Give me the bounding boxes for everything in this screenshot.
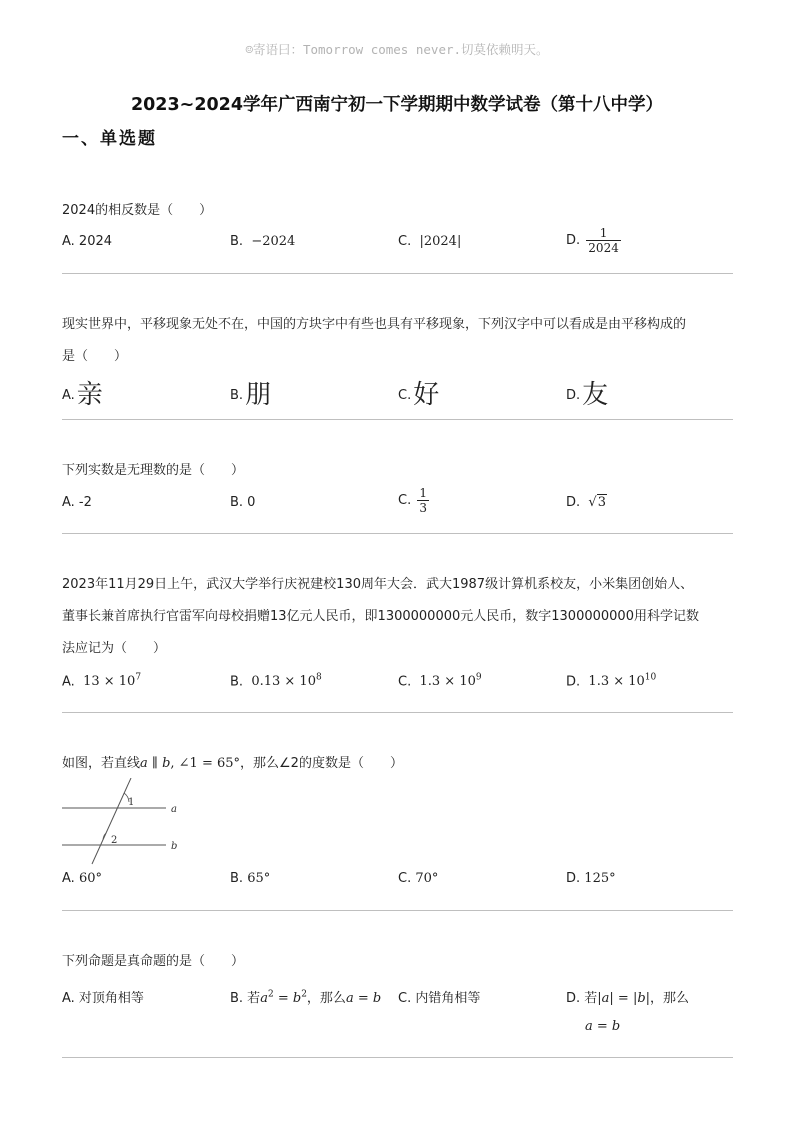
option-label: C. (398, 388, 412, 403)
math-symbol: = (273, 991, 293, 1006)
option-label: B. (230, 234, 244, 249)
option-character: 亲 (76, 380, 103, 410)
question-4-stem (62, 569, 738, 665)
question-2-option-d[interactable] (566, 374, 608, 411)
option-character: 友 (582, 380, 609, 410)
math-expr: a = b (345, 991, 382, 1006)
question-1-option-d[interactable] (566, 226, 621, 255)
question-5-option-a[interactable] (62, 871, 102, 886)
stem-text: 如图，若直线 (62, 756, 141, 771)
divider (62, 533, 733, 534)
option-text: ，那么 (650, 991, 690, 1006)
base: 13 × 10 (83, 674, 136, 690)
exponent: 7 (135, 673, 142, 683)
option-text: A. 对顶角相等 (62, 991, 144, 1006)
question-5-stem (62, 748, 738, 780)
option-text: A. 2024 (62, 234, 113, 249)
option-label: A. (62, 388, 75, 403)
option-label: C. (398, 234, 412, 249)
question-3-stem: 下列实数是无理数的是（ ） (62, 463, 245, 478)
stem-text: ，那么∠2的度数是（ ） (240, 756, 403, 771)
question-6-stem: 下列命题是真命题的是（ ） (62, 954, 245, 969)
option-label: B. (230, 674, 244, 690)
option-label: D. (566, 871, 581, 886)
option-label: C. (398, 674, 412, 690)
option-math: 60° (78, 871, 102, 886)
option-label: D. (566, 674, 581, 690)
base: 1.3 × 10 (588, 674, 645, 690)
stem-line: 现实世界中，平移现象无处不在，中国的方块字中有些也具有平移现象，下列汉字中可以看成是由平移构成的 (62, 317, 687, 332)
option-math: −2024 (251, 234, 296, 249)
question-6-option-b[interactable] (230, 987, 381, 1006)
divider (62, 910, 733, 911)
fraction-numerator: 1 (419, 486, 427, 500)
fraction (586, 226, 621, 255)
question-2-option-b[interactable] (230, 374, 271, 411)
option-math (83, 674, 141, 689)
question-6-option-d-line2 (585, 1019, 620, 1034)
option-text: ，那么 (306, 991, 346, 1006)
question-6-option-c[interactable] (398, 987, 480, 1006)
math-var: a (260, 991, 268, 1006)
exponent: 2 (267, 989, 274, 1000)
math-var: a (140, 756, 148, 771)
math-expr: |a| = |b| (597, 991, 651, 1006)
exponent: 8 (315, 673, 322, 683)
angle-1-label: 1 (128, 797, 135, 808)
divider (62, 1057, 733, 1058)
exponent: 2 (301, 989, 307, 1000)
parallel-lines-figure (62, 778, 192, 866)
transversal-line (92, 778, 131, 864)
math-var: b (292, 991, 302, 1006)
exponent: 10 (644, 673, 657, 683)
question-1-option-a[interactable] (62, 234, 112, 249)
option-math: 70° (415, 871, 439, 886)
option-label: C. (398, 493, 412, 508)
option-math (588, 674, 656, 689)
option-math: |2024| (419, 234, 462, 249)
stem-line: 董事长兼首席执行官雷军向母校捐赠13亿元人民币，即1300000000元人民币，数字1300000000用科学记数 (62, 609, 699, 624)
divider (62, 419, 733, 420)
question-5-option-d[interactable] (566, 871, 616, 886)
question-1-stem: 2024的相反数是（ ） (62, 203, 213, 218)
option-label: D. (566, 233, 581, 248)
question-6-option-d[interactable] (566, 987, 689, 1006)
option-math (251, 674, 321, 689)
option-text: C. 内错角相等 (398, 991, 481, 1006)
option-math: 65° (247, 871, 271, 886)
base: 1.3 × 10 (419, 674, 476, 690)
option-math: 125° (584, 871, 616, 886)
stem-line: 是（ ） (62, 349, 128, 364)
fraction-denominator: 3 (419, 501, 427, 515)
stem-line: 法应记为（ ） (62, 641, 167, 656)
option-label: C. (398, 871, 412, 886)
option-text: B. 若 (230, 991, 261, 1006)
stem-line: 2023年11月29日上午，武汉大学举行庆祝建校130周年大会．武大1987级计算机系校友，小米集团创始人、 (62, 577, 694, 592)
question-3-option-a[interactable] (62, 495, 92, 510)
line-a-label: a (171, 804, 177, 815)
math-expr: , ∠1 = 65° (170, 756, 241, 771)
base: 0.13 × 10 (251, 674, 316, 690)
question-4-option-a[interactable] (62, 673, 141, 689)
angle-2-label: 2 (111, 835, 118, 846)
fraction-numerator: 1 (599, 226, 608, 240)
motto-watermark: ☺寄语曰：Tomorrow comes never.切莫依赖明天。 (245, 42, 549, 57)
question-3-option-b[interactable] (230, 495, 255, 510)
question-3-option-c[interactable] (398, 486, 429, 515)
option-text: B. 0 (230, 495, 256, 510)
question-2-stem (62, 309, 738, 373)
divider (62, 712, 733, 713)
option-character: 好 (413, 380, 440, 410)
question-4-option-b[interactable] (230, 673, 322, 689)
question-2-option-c[interactable] (398, 374, 439, 411)
math-var: b (162, 756, 171, 771)
page-title: 2023~2024学年广西南宁初一下学期期中数学试卷（第十八中学） (130, 95, 664, 115)
option-label: A. (62, 871, 75, 886)
question-2-option-a[interactable] (62, 374, 103, 411)
option-label: B. (230, 871, 244, 886)
question-1-option-c[interactable] (398, 234, 461, 249)
option-label: D. (566, 495, 581, 510)
option-character: 朋 (245, 380, 272, 410)
radicand: 3 (597, 495, 606, 510)
fraction (417, 486, 429, 515)
option-label: B. (230, 388, 244, 403)
question-1-option-b[interactable] (230, 234, 295, 249)
option-text: A. -2 (62, 495, 92, 510)
question-5-option-b[interactable] (230, 871, 270, 886)
question-4-option-c[interactable] (398, 673, 482, 689)
exponent: 9 (475, 673, 482, 683)
option-label: A. (62, 674, 75, 690)
divider (62, 273, 733, 274)
question-6-option-a[interactable] (62, 987, 144, 1006)
option-math (419, 674, 481, 689)
question-5-option-c[interactable] (398, 871, 438, 886)
line-b-label: b (171, 841, 178, 852)
fraction-denominator: 2024 (588, 241, 619, 255)
math-symbol: ∥ (147, 756, 163, 771)
option-label: D. (566, 388, 581, 403)
square-root: √3 (588, 495, 606, 510)
question-4-option-d[interactable] (566, 673, 656, 689)
question-3-option-d[interactable] (566, 495, 607, 510)
option-text: D. 若 (566, 991, 598, 1006)
section-heading: 一、单选题 (62, 129, 157, 149)
math-expr: a = b (585, 1019, 621, 1034)
